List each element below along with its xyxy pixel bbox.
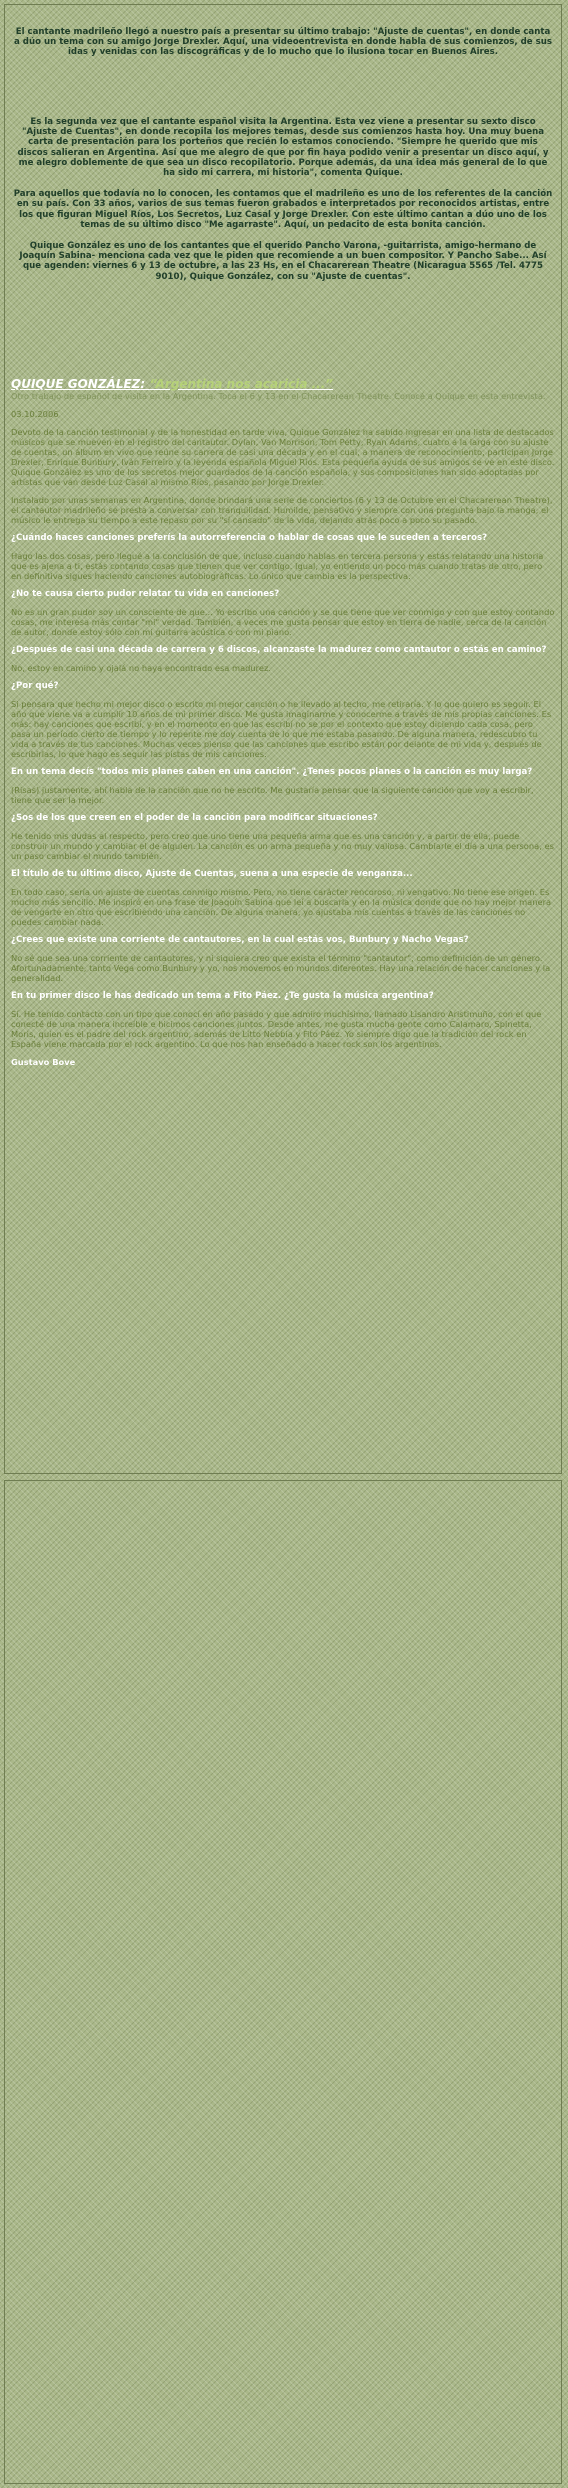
question-7: El título de tu último disco, Ajuste de Cuentas, suena a una especie de venganza... (11, 869, 413, 879)
question-3: ¿Después de casi una década de carrera y 6 discos, alcanzaste la madurez como cantautor o estás en camino? (11, 645, 547, 655)
question-8: ¿Crees que existe una corriente de cantautores, en la cual estás vos, Bunbury y Nacho Vegas? (11, 935, 469, 945)
answer-6: He tenido mis dudas al respecto, pero creo que uno tiene una pequeña arma que es una canción y, a partir de ella, puede construir un mundo y cambiar el de alguien. La canción es un arma pequeña y no muy valiosa. Cambiarle el día a una persona, es un paso cambiar el mundo también. (11, 831, 554, 861)
answer-2: No es un gran pudor soy un consciente de que... Yo escribo una canción y se que tiene que ver conmigo y con que estoy contando cosas, me interesa más contar "mi" verdad. También, a veces me gusta pensar que estoy en tierra de nadie, cerca de la canción de autor, donde estoy sólo con mi guitarra acústica o con mi piano. (11, 607, 555, 637)
question-1: ¿Cuándo haces canciones preferís la autorreferencia o hablar de cosas que le suceden a terceros? (11, 533, 488, 543)
intro-paragraph: El cantante madrileño llegó a nuestro país a presentar su último trabajo: "Ajuste de cuentas", en donde canta a dúo un tema con su amigo Jorge Drexler. Aquí, una videoentrevista en donde habla de sus comienzos, de sus idas y venidas con las discográficas y de lo mucho que lo ilusiona tocar en Buenos Aires. (14, 27, 552, 58)
answer-9: Sí. He tenido contacto con un tipo que conocí en año pasado y que admiro muchísimo, llamado Lisandro Aristimuño, con el que conecté de una manera increíble e hicimos canciones juntos. Desde antes, me gusta mucha gente como Calamaro, Spinetta, Moris, quien es el padre del rock argentino, además de Litto Nebbia y Fito Páez. Yo siempre digo que la tradición del rock en España viene marcada por el rock argentino. Lo que nos han enseñado a hacer rock son los argentinos. (11, 1009, 542, 1049)
question-4: ¿Por qué? (11, 681, 59, 691)
question-9: En tu primer disco le has dedicado un tema a Fito Páez. ¿Te gusta la música argentina? (11, 991, 434, 1001)
intro-block (13, 27, 553, 69)
answer-4: Si pensara que hecho mi mejor disco o escrito mi mejor canción o he llevado al techo, me retiraría. Y lo que quiero es seguir. El año que viene va a cumplir 10 años de mi primer disco. Me gusta imaginarme y conocerme a través de mis propias canciones. Es más: hay canciones que escribí, y en el momento en que las escribí no se por el contexto que estoy diciendo cada cosa, pero pasa un período cierto de tiempo y lo repente me doy cuenta de lo que me estaba pasando. De alguna manera, redescubro tu vida a través de tus canciones. Muchas veces pienso que las canciones que escribo están por delante de mi vida y, después de escribirlas, lo que hago es seguir las pistas de mis canciones. (11, 699, 552, 759)
article-author: Gustavo Bove (11, 1057, 76, 1067)
article-title-name: QUIQUE GONZÁLEZ (11, 377, 141, 391)
question-2: ¿No te causa cierto pudor relatar tu vida en canciones? (11, 589, 280, 599)
answer-5: (Risas) justamente, ahí habla de la canción que no he escrito. Me gustaría pensar que la siguiente canción que voy a escribir, tiene que ser la mejor. (11, 785, 534, 805)
article-paragraph-2: Instalado por unas semanas en Argentina, donde brindará una serie de conciertos (6 y 13 de Octubre en el Chacarerean Theatre), el cantautor madrileño se presta a conversar con tranquilidad. Humilde, pensativo y siempre con una pregunta bajo la manga, el músico le entrega su tiempo a este repaso por su "sí cansado" de la vida, dejando atrás poco a poco su pasado. (11, 495, 553, 525)
article-title-quote: “Argentina nos acaricia ...” (149, 377, 334, 391)
content-frame-top (4, 4, 562, 1474)
article-title: QUIQUE GONZÁLEZ: “Argentina nos acaricia ...” (11, 377, 334, 391)
feature-paragraph-1: Es la segunda vez que el cantante español visita la Argentina. Esta vez viene a presentar su sexto disco "Ajuste de Cuentas", en donde recopila los mejores temas, desde sus comienzos hasta hoy. Una muy buena carta de presentación para los porteños que recién lo estamos conociendo. "Siempre he querido que mis discos salieran en Argentina. Así que me alegro de que por fin haya podido venir a presentar un disco aquí, y me alegro doblemente de que sea un disco recopilatorio. Porque además, da una idea más general de lo que ha sido mi carrera, mi historia", comenta Quique. (17, 117, 549, 179)
article-paragraph-1: Devoto de la canción testimonial y de la honestidad en tarde viva, Quique González ha sabido ingresar en una lista de destacados músicos que se mueven en el registro del cantautor. Dylan, Van Morrison, Tom Petty, Ryan Adams, cuatro a la larga con su ajuste de cuentas, un álbum en vivo que reúne su carrera de casi una década y en el cual, a manera de reconocimiento, participan Jorge Drexler, Enrique Bunbury, Iván Ferreiro y la leyenda española Miguel Ríos. Esta pequeña ayuda de sus amigos se ve en este disco. Quique González es uno de los secretos mejor guardados de la canción española, y sus composiciones han sido adoptadas por artistas que van desde Luz Casal al mismo Ríos, pasando por Jorge Drexler. (11, 427, 555, 487)
answer-3: No, estoy en camino y ojalá no haya encontrado esa madurez. (11, 663, 272, 673)
question-6: ¿Sos de los que creen en el poder de la canción para modificar situaciones? (11, 813, 378, 823)
article-subtitle: Otro trabajo de español de visita en la Argentina. Toca el 6 y 13 en el Chacarerean Theatre. Conocé a Quique en esta entrevista. (11, 391, 546, 401)
feature-block (13, 117, 553, 293)
answer-8: No sé que sea una corriente de cantautores, y ni siquiera creo que exista el término "cantautor", como definición de un género. Afortunadamente, tanto Vega como Bunbury y yo, nos movemos en mundos diferentes. Hay una relación de hacer canciones y la generalidad. (11, 953, 551, 983)
article-date: 03.10.2006 (11, 409, 59, 419)
feature-paragraph-3: Quique González es uno de los cantantes que el querido Pancho Varona, -guitarrista, amigo-hermano de Joaquín Sabina- menciona cada vez que le piden que recomiende a un buen compositor. Y Pancho Sabe... Así que agenden: viernes 6 y 13 de octubre, a las 23 Hs, en el Chacarerean Theatre (Nicaragua 5565 /Tel. 4775 9010), Quique González, con su "Ajuste de cuentas". (19, 241, 547, 282)
question-5: En un tema decís "todos mis planes caben en una canción". ¿Tenes pocos planes o la canción es muy larga? (11, 767, 533, 777)
article (11, 377, 555, 1075)
content-frame-bottom (4, 1480, 562, 2484)
feature-paragraph-2: Para aquellos que todavía no lo conocen, les contamos que el madrileño es uno de los referentes de la canción en su país. Con 33 años, varios de sus temas fueron grabados e interpretados por reconocidos artistas, entre los que figuran Miguel Ríos, Los Secretos, Luz Casal y Jorge Drexler. Con este último cantan a dúo uno de los temas de su último disco "Me agarraste". Aquí, un pedacito de esta bonita canción. (13, 189, 553, 230)
answer-7: En todo caso, sería un ajuste de cuentas conmigo mismo. Pero, no tiene carácter rencoroso, ni vengativo. No tiene ese origen. Es mucho más sencillo. Me inspiró en una frase de Joaquín Sabina que leí a buscarla y en la música donde que no hay mejor manera de vengarte en otro que escribiendo una canción. De alguna manera, yo ajustaba mis cuentas a través de las canciones no puedes cambiar nada. (11, 887, 552, 927)
answer-1: Hago las dos cosas, pero llegué a la conclusión de que, incluso cuando hablas en tercera persona y estás relatando una historia que es ajena a ti, estás contando cosas que tienen que ver contigo. Igual, yo entiendo un poco más cuando tratas de otro, pero en definitiva sigues haciendo canciones autobiográficas. Lo único que cambia es la perspectiva. (11, 551, 544, 581)
